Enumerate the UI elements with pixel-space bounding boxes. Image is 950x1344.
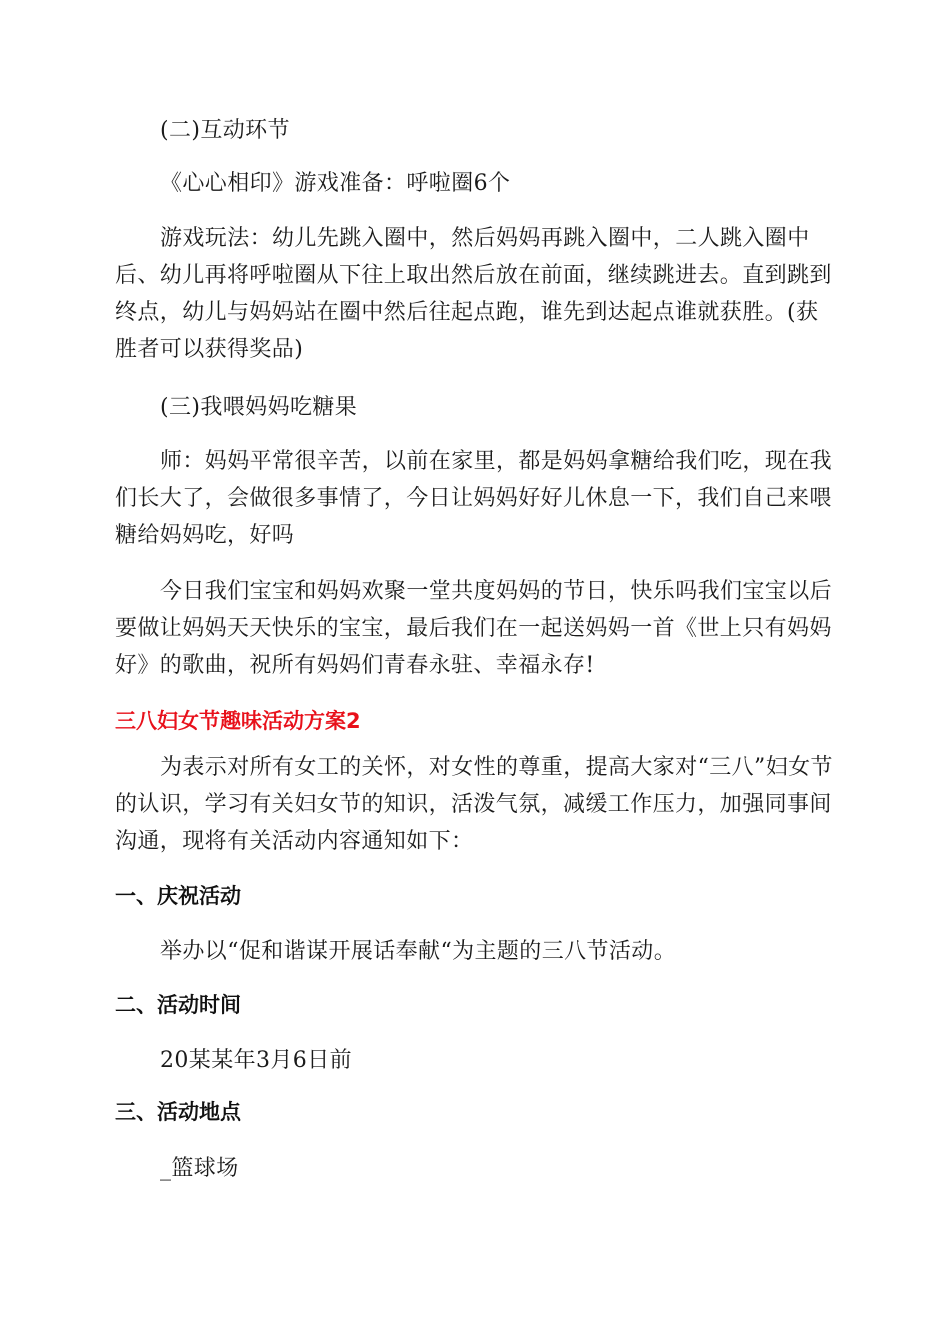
location-text: _篮球场 [160, 1156, 239, 1181]
section-3-title: (三)我喂妈妈吃糖果 [160, 395, 358, 420]
teacher-paragraph: 师：妈妈平常很辛苦，以前在家里，都是妈妈拿糖给我们吃，现在我们长大了，会做很多事情了，今日让妈妈好好儿休息一下，我们自己来喂糖给妈妈吃，好吗 [115, 449, 833, 548]
plan-2-heading: 三八妇女节趣味活动方案2 [115, 709, 361, 733]
section-2-title: (二)互动环节 [160, 118, 290, 143]
game-preparation: 《心心相印》游戏准备：呼啦圈6个 [160, 171, 511, 196]
plan-2-intro-paragraph: 为表示对所有女工的关怀，对女性的尊重，提高大家对“三八”妇女节的认识，学习有关妇女节的知识，活泼气氛，减缓工作压力，加强同事间沟通，现将有关活动内容通知如下： [115, 755, 833, 854]
location-heading: 三、活动地点 [115, 1100, 241, 1124]
time-heading: 二、活动时间 [115, 993, 241, 1017]
game-rules-paragraph: 游戏玩法：幼儿先跳入圈中，然后妈妈再跳入圈中，二人跳入圈中后、幼儿再将呼啦圈从下往上取出然后放在前面，继续跳进去。直到跳到终点，幼儿与妈妈站在圈中然后往起点跑，谁先到达起点谁就获胜。(获胜者可以获得奖品) [115, 226, 832, 362]
closing-paragraph: 今日我们宝宝和妈妈欢聚一堂共度妈妈的节日，快乐吗我们宝宝以后要做让妈妈天天快乐的宝宝，最后我们在一起送妈妈一首《世上只有妈妈好》的歌曲，祝所有妈妈们青春永驻、幸福永存! [115, 579, 833, 678]
time-text: 20某某年3月6日前 [160, 1048, 352, 1073]
celebration-text: 举办以“促和谐谋开展话奉献“为主题的三八节活动。 [160, 939, 677, 964]
celebration-heading: 一、庆祝活动 [115, 884, 241, 908]
